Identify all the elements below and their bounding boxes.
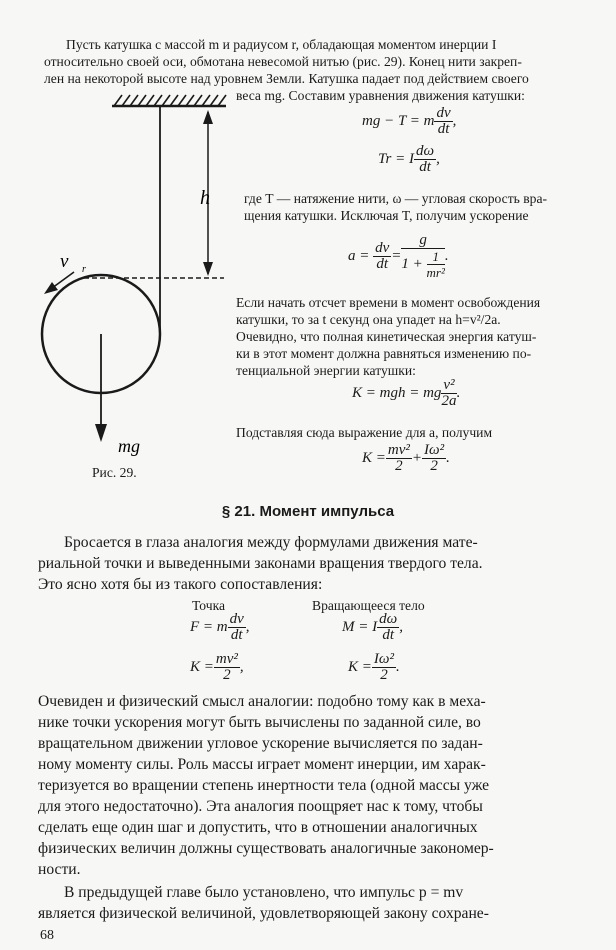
table-r1c2 (342, 612, 403, 643)
r1c1-lhs: F = m (190, 618, 228, 635)
eq4-tail: . (456, 384, 461, 401)
intro-line1: Пусть катушка с массой m и радиусом r, обладающая моментом инерции I (66, 37, 497, 52)
r2c1-lhs: K = (190, 658, 214, 675)
table-col2-header: Вращающееся тело (312, 598, 425, 613)
para3-line2: является физической величиной, удовлетворяющей закону сохране- (38, 905, 489, 922)
text2-line2: щения катушки. Исключая T, получим ускорение (244, 208, 529, 223)
label-mg: mg (118, 436, 140, 456)
r2c2-lhs: K = (348, 658, 372, 675)
text2-line1: где T — натяжение нити, ω — угловая скорость вра- (244, 191, 548, 206)
equation-2 (378, 144, 440, 175)
r1c2-tail: , (399, 618, 403, 635)
r1c2-num: dω (379, 611, 398, 627)
r1c1-tail: , (245, 618, 250, 635)
eq5-tail: . (446, 449, 450, 466)
equation-3 (348, 233, 449, 280)
eq3-den1: dt (376, 256, 389, 272)
para2-line9: ности. (38, 861, 81, 878)
para1-line3: Это ясно хотя бы из такого сопоставления: (38, 576, 323, 593)
intro-line4: веса mg. Составим уравнения движения катушки: (236, 88, 525, 103)
eq4-num: v² (443, 377, 455, 393)
para2-line3: вращательном движении угловое ускорение вычисляется по задан- (38, 735, 483, 752)
figure-caption: Рис. 29. (92, 465, 137, 480)
equation-4 (352, 378, 460, 409)
eq3-num1: dv (375, 240, 390, 256)
para2-line6: для этого недостаточно). Эта аналогия поощряет нас к тому, чтобы (38, 798, 483, 815)
section-title: § 21. Момент импульса (221, 503, 395, 520)
eq3-den2-pre: 1 + (401, 255, 423, 272)
r2c2-den: 2 (380, 667, 388, 683)
eq3-den3: mr² (426, 265, 445, 280)
para2-line4: ному моменту силы. Роль массы играет момент инерции, им харак- (38, 756, 486, 773)
para2-line8: физических величин должны существовать аналогичные закономер- (38, 840, 494, 857)
table-col1-header: Точка (192, 598, 225, 613)
r2c1-num: mv² (215, 651, 238, 667)
para2-line1: Очевиден и физический смысл аналогии: подобно тому как в меха- (38, 693, 486, 710)
eq4-den: 2a (441, 393, 457, 409)
eq3-num3: 1 (427, 249, 445, 265)
figure-spool (30, 92, 240, 487)
r1c2-den: dt (382, 627, 394, 643)
label-r: r (82, 264, 86, 275)
page-number: 68 (40, 928, 54, 943)
r1c2-lhs: M = I (342, 618, 378, 635)
label-h: h (200, 187, 210, 209)
eq1-num: dv (436, 105, 451, 121)
eq3-num2: g (401, 233, 444, 249)
eq2-tail: , (436, 150, 440, 167)
r2c2-tail: . (395, 658, 400, 675)
table-r1c1 (190, 612, 250, 643)
text3-line1: Если начать отсчет времени в момент освобождения (236, 295, 541, 310)
para2-line7: сделать еще один шаг и допустить, что в отношении аналогичных (38, 819, 478, 836)
eq3-eqs: = (391, 247, 402, 264)
eq2-den: dt (419, 159, 431, 175)
equation-5 (362, 443, 450, 474)
para1-line1: Бросается в глаза аналогия между формулами движения мате- (64, 534, 478, 551)
eq5-lhs: K = (362, 449, 386, 466)
label-v: v (60, 251, 69, 272)
r1c1-num: dv (229, 611, 244, 627)
table-r2c1 (190, 652, 244, 683)
text4: Подставляя сюда выражение для a, получим (236, 425, 493, 440)
eq2-lhs: Tr = I (378, 150, 414, 167)
eq4-lhs: K = mgh = mg (352, 384, 442, 401)
table-r2c2 (348, 652, 400, 683)
intro-line2: относительно своей оси, обмотана невесомой нитью (рис. 29). Конец нити закреп- (44, 54, 522, 69)
equation-1 (362, 106, 456, 137)
eq5-den2: 2 (430, 458, 438, 474)
eq2-num: dω (415, 143, 435, 159)
r2c2-num: Iω² (373, 651, 394, 667)
eq5-den1: 2 (395, 458, 403, 474)
eq5-num2: Iω² (424, 442, 445, 458)
eq1-den: dt (437, 121, 450, 137)
eq1-tail: , (452, 112, 457, 129)
para2-line2: нике точки ускорения могут быть вычислены по заданной силе, во (38, 714, 481, 731)
para3-line1: В предыдущей главе было установлено, что импульс p = mv (64, 884, 464, 901)
para1-line2: риальной точки и выведенными законами вращения твердого тела. (38, 555, 483, 572)
text3-line4: ки в этот момент должна равняться изменению по- (236, 346, 532, 361)
eq5-plus: + (411, 449, 423, 466)
r2c1-den: 2 (223, 667, 231, 683)
text3-line5: тенциальной энергии катушки: (236, 363, 416, 378)
text3-line2: катушки, то за t секунд она упадет на h=v²/2a. (236, 312, 501, 327)
text3-line3: Очевидно, что полная кинетическая энергия катуш- (236, 329, 537, 344)
eq5-num1: mv² (387, 442, 410, 458)
intro-line3: лен на некоторой высоте над уровнем Земли. Катушка падает под действием своего (44, 71, 529, 86)
r2c1-tail: , (239, 658, 244, 675)
eq3-tail: . (444, 247, 449, 264)
r1c1-den: dt (230, 627, 243, 643)
eq1-lhs: mg − T = m (362, 112, 435, 129)
para2-line5: теризуется во вращении степень инертности тела (одной массы уже (38, 777, 490, 794)
eq3-lhs: a = (348, 247, 370, 264)
